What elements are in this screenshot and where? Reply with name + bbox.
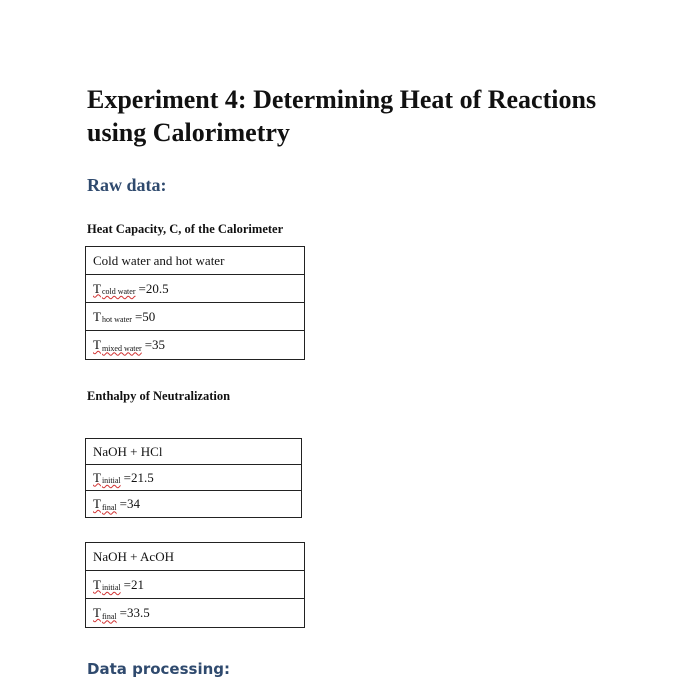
temp-subscript: hot water [101,315,132,324]
temp-symbol: T [93,605,101,620]
temp-symbol: T [93,496,101,511]
table-header-row [86,247,304,275]
header-text: NaOH + HCl [93,443,163,459]
temp-subscript: initial [101,476,121,485]
temp-symbol: T [93,576,101,592]
temp-value: =33.5 [119,605,150,620]
temp-value: =35 [144,337,166,352]
table-row [86,275,304,303]
temp-subscript: final [101,611,117,621]
temp-symbol: T [93,280,101,296]
temp-subscript: mixed water [101,343,142,353]
heat-capacity-table [85,246,305,360]
temp-subscript: initial [101,583,121,592]
header-text: Cold water and hot water [93,252,225,268]
temp-subscript: final [101,502,117,512]
temp-value: =34 [119,496,140,511]
temp-value: =50 [134,308,156,324]
table-row [86,491,301,517]
neutralization-heading: Enthalpy of Neutralization [87,389,231,403]
temp-value: =20.5 [138,280,169,296]
table-row [86,465,301,491]
data-processing-heading: Data processing: [87,660,231,678]
temp-subscript: cold water [101,287,136,296]
table-row [86,331,304,359]
document-title: Experiment 4: Determining Heat of Reactions using Calorimetry [87,85,597,147]
naoh-hcl-table [85,438,302,518]
table-header-row [86,439,301,465]
temp-value: =21 [123,576,144,592]
table-row [86,599,304,627]
temp-value: =21.5 [123,469,154,485]
table-header-row [86,543,304,571]
temp-symbol: T [93,308,101,324]
temp-symbol: T [93,337,101,352]
temp-symbol: T [93,469,101,485]
table-row [86,571,304,599]
table-row [86,303,304,331]
naoh-acoh-table [85,542,305,628]
raw-data-heading: Raw data: [87,175,167,195]
header-text: NaOH + AcOH [93,548,174,564]
heat-capacity-heading: Heat Capacity, C, of the Calorimeter [87,222,284,236]
